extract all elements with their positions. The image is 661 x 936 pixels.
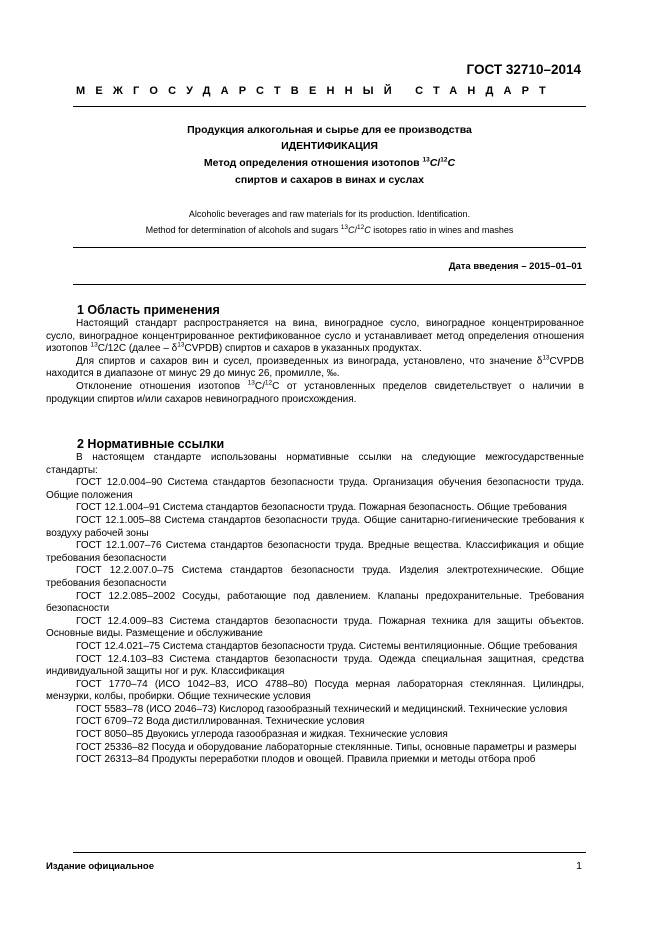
- footer-divider: [73, 852, 586, 853]
- title-en-line-1: Alcoholic beverages and raw materials for its production. Identification.: [188, 209, 471, 219]
- normative-reference: ГОСТ 12.4.009–83 Система стандартов безопасности труда. Пожарная техника для защиты объектов. Основные виды. Размещение и обслуживание: [46, 615, 584, 640]
- section-1-heading: 1 Область применения: [77, 303, 220, 317]
- normative-reference: В настоящем стандарте использованы нормативные ссылки на следующие межгосударственные стандарты:: [46, 452, 584, 476]
- title-divider: [73, 247, 586, 248]
- normative-reference: ГОСТ 12.4.103–83 Система стандартов безопасности труда. Одежда специальная защитная, средства индивидуальной защиты ног и рук. Классификация: [46, 653, 584, 678]
- title-ru-line-1: Продукция алкогольная и сырье для ее производства: [187, 124, 472, 136]
- page-number: 1: [576, 860, 582, 872]
- title-ru-line-3: Метод определения отношения изотопов $^{13}$C/$^{12}$C: [203, 156, 456, 169]
- title-en-line-2: Method for determination of alcohols and sugars $^{13}$C/$^{12}$C isotopes ratio in wines and mashes: [145, 224, 514, 235]
- normative-reference: ГОСТ 12.1.005–88 Система стандартов безопасности труда. Общие санитарно-гигиенические требования к воздуху рабочей зоны: [46, 514, 584, 539]
- normative-reference: ГОСТ 12.2.007.0–75 Система стандартов безопасности труда. Изделия электротехнические. Общие требования безопасности: [46, 565, 584, 589]
- section-2-heading: 2 Нормативные ссылки: [77, 437, 225, 451]
- section-1-body: [46, 318, 584, 406]
- title-ru-line-4: спиртов и сахаров в винах и суслах: [235, 174, 424, 186]
- section-1-paragraph: Отклонение отношения изотопов $^{13}$C/$^{12}$C от установленных пределов свидетельствует о наличии в продукции спиртов и/или сахаров невиноградного происхождения.: [46, 379, 584, 405]
- normative-reference: ГОСТ 12.4.021–75 Система стандартов безопасности труда. Системы вентиляционные. Общие требования: [76, 640, 578, 652]
- normative-reference: ГОСТ 12.1.007–76 Система стандартов безопасности труда. Вредные вещества. Классификация и общие требования безопасности: [46, 540, 584, 564]
- normative-reference: ГОСТ 25336–82 Посуда и оборудование лабораторные стеклянные. Типы, основные параметры и размеры: [76, 741, 577, 753]
- document-number: ГОСТ 32710–2014: [466, 62, 581, 77]
- official-edition-label: Издание официальное: [46, 861, 154, 872]
- date-divider: [73, 284, 586, 285]
- section-2-body: [46, 452, 584, 767]
- intro-date: Дата введения – 2015–01–01: [448, 261, 582, 272]
- normative-reference: ГОСТ 26313–84 Продукты переработки плодов и овощей. Правила приемки и методы отбора проб: [76, 754, 536, 766]
- normative-reference: ГОСТ 1770–74 (ИСО 1042–83, ИСО 4788–80) Посуда мерная лабораторная стеклянная. Цилиндры, мензурки, колбы, пробирки. Общие технические условия: [46, 678, 584, 703]
- normative-reference: ГОСТ 12.1.004–91 Система стандартов безопасности труда. Пожарная безопасность. Общие требования: [76, 502, 567, 514]
- section-1-paragraph: Для спиртов и сахаров вин и сусел, произведенных из винограда, установлено, что значение $\delta^{13}CVPDB$ находится в диапазоне от минус 29 до минус 26, промилле, ‰.: [46, 354, 584, 380]
- normative-reference: ГОСТ 8050–85 Двуокись углерода газообразная и жидкая. Технические условия: [76, 729, 448, 741]
- section-1-paragraph: Настоящий стандарт распространяется на вина, виноградное сусло, виноградное концентрированное сусло, виноградное концентрированное ректификованное сусло и устанавливает метод определения отношения изотопов $^{13}$C/12C (далее – $\delta^{13}CVPDB$) спиртов и сахаров в указанных продуктах.: [46, 318, 584, 355]
- normative-reference: ГОСТ 12.2.085–2002 Сосуды, работающие под давлением. Клапаны предохранительные. Требования безопасности: [46, 590, 584, 615]
- normative-reference: ГОСТ 12.0.004–90 Система стандартов безопасности труда. Организация обучения безопасности труда. Общие положения: [46, 477, 584, 501]
- header-divider: [73, 106, 586, 107]
- normative-reference: ГОСТ 5583–78 (ИСО 2046–73) Кислород газообразный технический и медицинский. Технические условия: [76, 703, 568, 715]
- title-ru-line-2: ИДЕНТИФИКАЦИЯ: [281, 140, 378, 152]
- standard-banner: МЕЖГОСУДАРСТВЕННЫЙ СТАНДАРТ: [76, 85, 556, 97]
- normative-reference: ГОСТ 6709–72 Вода дистиллированная. Технические условия: [76, 716, 365, 728]
